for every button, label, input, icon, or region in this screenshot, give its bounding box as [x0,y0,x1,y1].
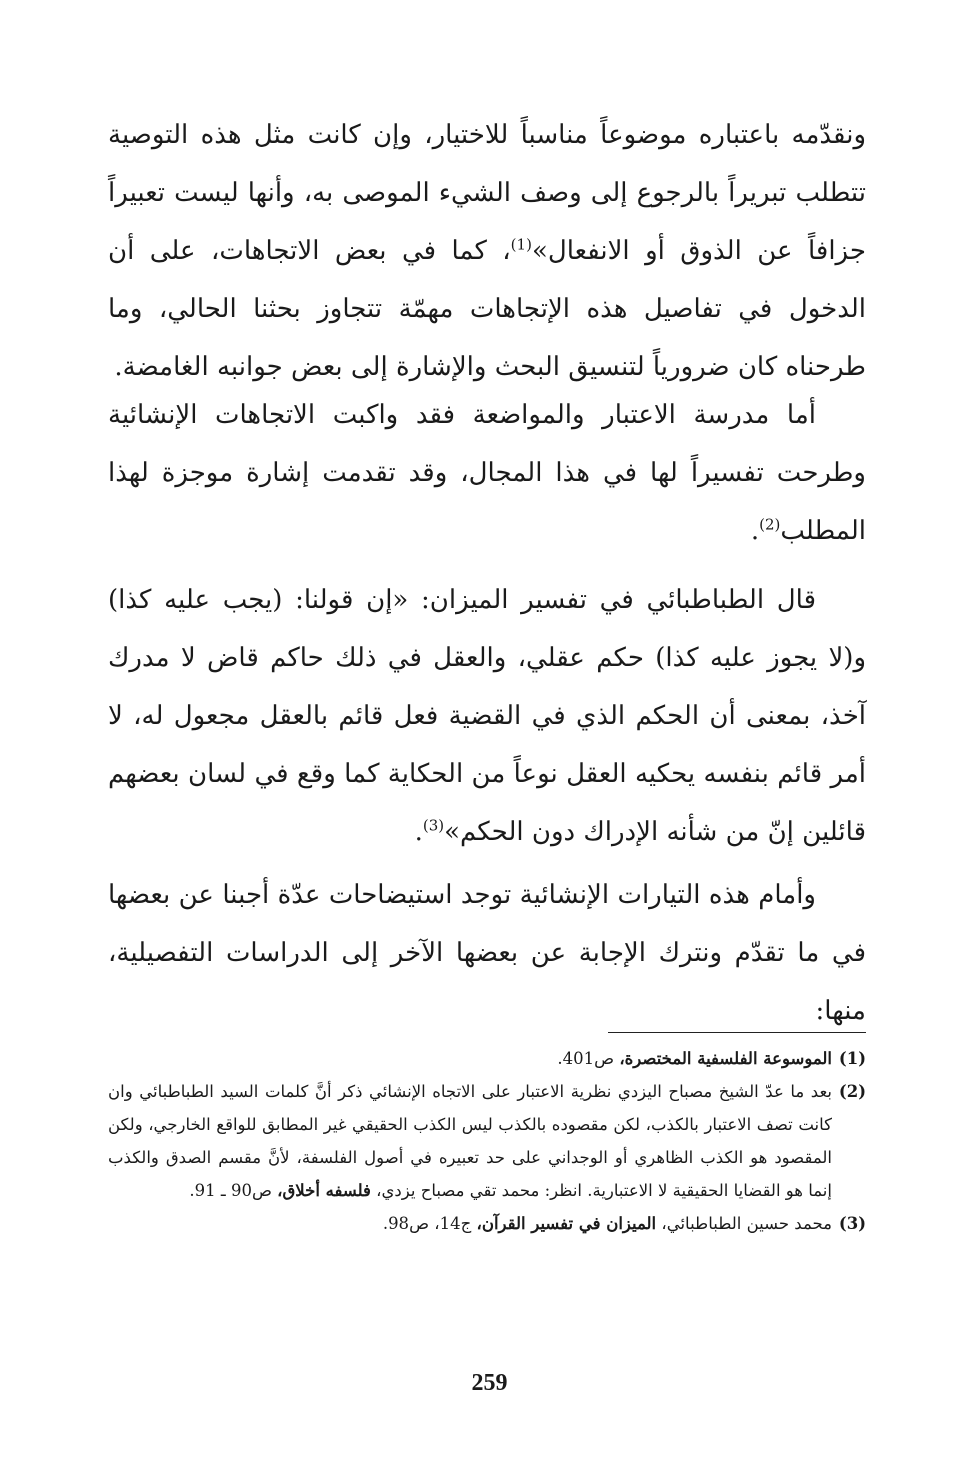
footnote-source-title: الموسوعة الفلسفية المختصرة، [619,1049,832,1068]
footnote-text [108,1075,832,1207]
footnote-number: (2) [838,1082,866,1101]
paragraph-2-text-a: أما مدرسة الاعتبار والمواضعة فقد واكبت الاتجاهات الإنشائية وطرحت تفسيراً لها في هذا المجال، وقد تقدمت إشارة موجزة لهذا المطلب [108,400,866,546]
footnote-ref-3: (3) [422,816,445,835]
paragraph-1 [108,106,866,396]
paragraph-3-text-b: . [414,817,423,847]
paragraph-4-text: وأمام هذه التيارات الإنشائية توجد استيضاحات عدّة أجبنا عن بعضها في ما تقدّم ونترك الإجابة عن بعضها الآخر إلى الدراسات التفصيلية، منها: [108,880,866,1026]
paragraph-4 [108,866,866,1040]
footnote-citation: ص90 ـ 91. [189,1181,278,1200]
footnote-3 [108,1207,866,1240]
paragraph-1-text-b: ، كما في بعض الاتجاهات، على أن الدخول في تفاصيل هذه الإتجاهات مهمّة تتجاوز بحثنا الحالي، وما طرحناه كان ضرورياً لتنسيق البحث والإشارة إلى بعض جوانبه الغامضة. [108,236,866,382]
footnote-separator [608,1032,866,1033]
paragraph-1-text-a: ونقدّمه باعتباره موضوعاً مناسباً للاختيار، وإن كانت مثل هذه التوصية تتطلب تبريراً بالرجوع إلى وصف الشيء الموصى به، وأنها ليست تعبيراً جزافاً عن الذوق أو الانفعال» [108,120,866,266]
footnote-text [108,1207,832,1240]
footnote-source-title: فلسفه أخلاق، [277,1181,371,1200]
footnote-citation: ج14، ص98. [382,1214,477,1233]
footnote-ref-1: (1) [510,235,532,254]
footnote-number: (3) [838,1214,866,1233]
page-number: 259 [471,1370,508,1396]
footnote-citation: ص401. [557,1049,620,1068]
paragraph-3 [108,571,866,861]
footnote-2 [108,1075,866,1207]
footnote-text [108,1042,832,1075]
footnote-body: بعد ما عدّ الشيخ مصباح اليزدي نظرية الاعتبار على الاتجاه الإنشائي ذكر أنَّ كلمات السيد الطباطبائي وان كانت تصف الاعتبار بالكذب، لكن مقصوده بالكذب ليس الكذب الحقيقي غير المطابق للواقع الخارجي، ولكن المقصود هو الكذب الظاهري أو الوجداني على حد تعبيره في أصول الفلسفة، لأنَّ مقسم الصدق والكذب إنما هو القضايا الحقيقية لا الاعتبارية. انظر: محمد تقي مصباح يزدي، [108,1082,832,1200]
footnote-number: (1) [838,1049,866,1068]
paragraph-2 [108,386,866,560]
footnote-source-title: الميزان في تفسير القرآن، [476,1214,657,1233]
paragraph-3-text-a: قال الطباطبائي في تفسير الميزان: «إن قولنا: (يجب عليه كذا) و(لا يجوز عليه كذا) حكم عقلي، والعقل في ذلك حاكم قاض لا مدرك آخذ، بمعنى أن الحكم الذي في القضية فعل قائم بالعقل مجعول له، لا أمر قائم بنفسه يحكيه العقل نوعاً من الحكاية كما وقع في لسان بعضهم قائلين إنّ من شأنه الإدراك دون الحكم» [108,585,866,847]
footnote-author: محمد حسين الطباطبائي، [656,1214,832,1233]
footnotes [108,1042,866,1240]
footnote-1 [108,1042,866,1075]
footnote-ref-2: (2) [759,515,781,534]
paragraph-2-text-b: . [750,516,760,546]
